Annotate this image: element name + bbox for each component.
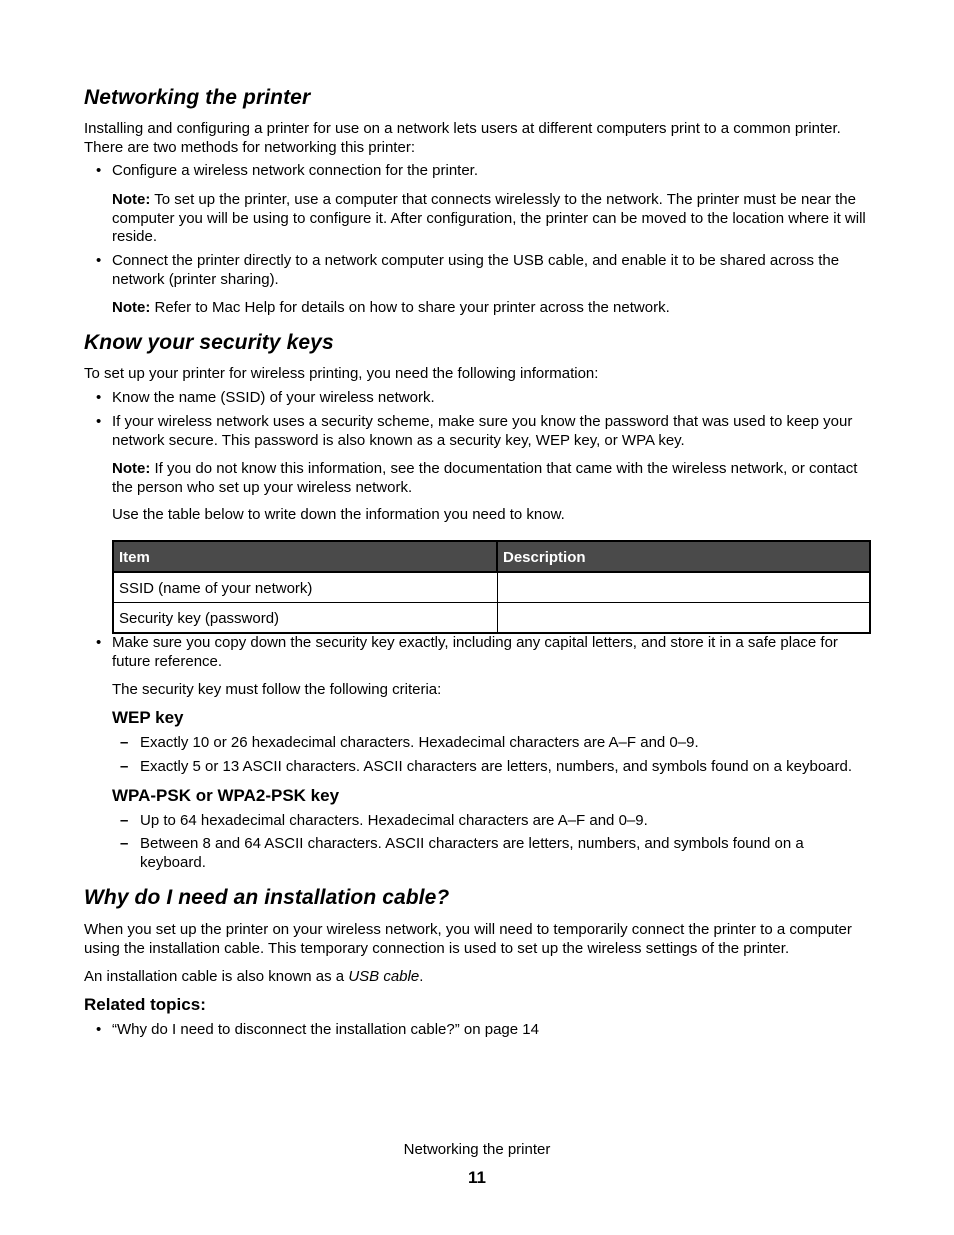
bullet-marker: • [96, 252, 102, 269]
security-bullet-3: Make sure you copy down the security key exactly, including any capital letters, and store it in a safe place for future reference. [112, 634, 838, 670]
dash-marker: – [120, 734, 129, 751]
bullet-marker: • [96, 1021, 102, 1038]
security-heading: Know your security keys [84, 331, 334, 354]
table-header-row [113, 541, 870, 572]
dash-marker: – [120, 835, 129, 852]
security-intro: To set up your printer for wireless printing, you need the following information: [84, 365, 599, 382]
related-topics-heading: Related topics: [84, 995, 206, 1014]
table-cell-item: Security key (password) [113, 603, 497, 634]
wpa-item-1: Up to 64 hexadecimal characters. Hexadecimal characters are A–F and 0–9. [140, 812, 648, 829]
note-label: Note: [112, 460, 151, 477]
table-cell-description [497, 603, 870, 634]
table-row [113, 603, 870, 634]
security-info-table [112, 540, 871, 634]
bullet-marker: • [96, 389, 102, 406]
networking-bullet-1: Configure a wireless network connection for the printer. [112, 162, 479, 179]
aka-suffix: . [419, 968, 424, 985]
table-cell-item: SSID (name of your network) [113, 572, 497, 603]
dash-marker: – [120, 812, 129, 829]
wpa-item-2: Between 8 and 64 ASCII characters. ASCII characters are letters, numbers, and symbols found on a keyboard. [140, 835, 804, 871]
wep-item-2: Exactly 5 or 13 ASCII characters. ASCII characters are letters, numbers, and symbols found on a keyboard. [140, 758, 853, 775]
note-label: Note: [112, 191, 151, 208]
wep-key-heading: WEP key [112, 708, 184, 727]
networking-note-1 [112, 191, 870, 247]
aka-prefix: An installation cable is also known as a [84, 968, 349, 985]
wep-item-1: Exactly 10 or 26 hexadecimal characters. Hexadecimal characters are A–F and 0–9. [140, 734, 699, 751]
bullet-marker: • [96, 634, 102, 651]
bullet-marker: • [96, 162, 102, 179]
dash-marker: – [120, 758, 129, 775]
page-number: 11 [468, 1168, 486, 1187]
table-intro: Use the table below to write down the information you need to know. [112, 506, 565, 523]
table-cell-description [497, 572, 870, 603]
note-text: Refer to Mac Help for details on how to share your printer across the network. [150, 299, 670, 316]
table-header-item: Item [113, 541, 497, 572]
related-topic-link[interactable]: “Why do I need to disconnect the installation cable?” on page 14 [112, 1021, 539, 1038]
networking-note-2 [112, 299, 870, 318]
security-bullet-2: If your wireless network uses a security scheme, make sure you know the password that was used to keep your network secure. This password is also known as a security key, WEP key, or WPA key. [112, 413, 853, 449]
footer-section-label: Networking the printer [403, 1141, 551, 1158]
cable-aka [84, 968, 870, 987]
bullet-marker: • [96, 413, 102, 430]
cable-heading: Why do I need an installation cable? [84, 886, 450, 909]
networking-heading: Networking the printer [84, 86, 311, 109]
cable-intro: When you set up the printer on your wireless network, you will need to temporarily connect the printer to a computer using the installation cable. This temporary connection is used to set up the wireless settings of the printer. [84, 921, 852, 957]
table-row [113, 572, 870, 603]
wpa-key-heading: WPA-PSK or WPA2-PSK key [112, 786, 340, 805]
security-bullet-1: Know the name (SSID) of your wireless network. [112, 389, 435, 406]
note-text: To set up the printer, use a computer that connects wirelessly to the network. The printer must be near the computer you will be using to configure it. After configuration, the printer can be moved to the location where it will reside. [112, 191, 866, 245]
table-header-description: Description [497, 541, 870, 572]
note-text: If you do not know this information, see the documentation that came with the wireless network, or contact the person who set up your wireless network. [112, 460, 858, 496]
networking-bullet-2: Connect the printer directly to a network computer using the USB cable, and enable it to be shared across the network (printer sharing). [112, 252, 840, 288]
networking-intro: Installing and configuring a printer for use on a network lets users at different computers print to a common printer. There are two methods for networking this printer: [84, 120, 841, 156]
security-note [112, 460, 870, 497]
note-label: Note: [112, 299, 151, 316]
criteria-intro: The security key must follow the following criteria: [112, 681, 442, 698]
aka-term: USB cable [348, 968, 420, 985]
